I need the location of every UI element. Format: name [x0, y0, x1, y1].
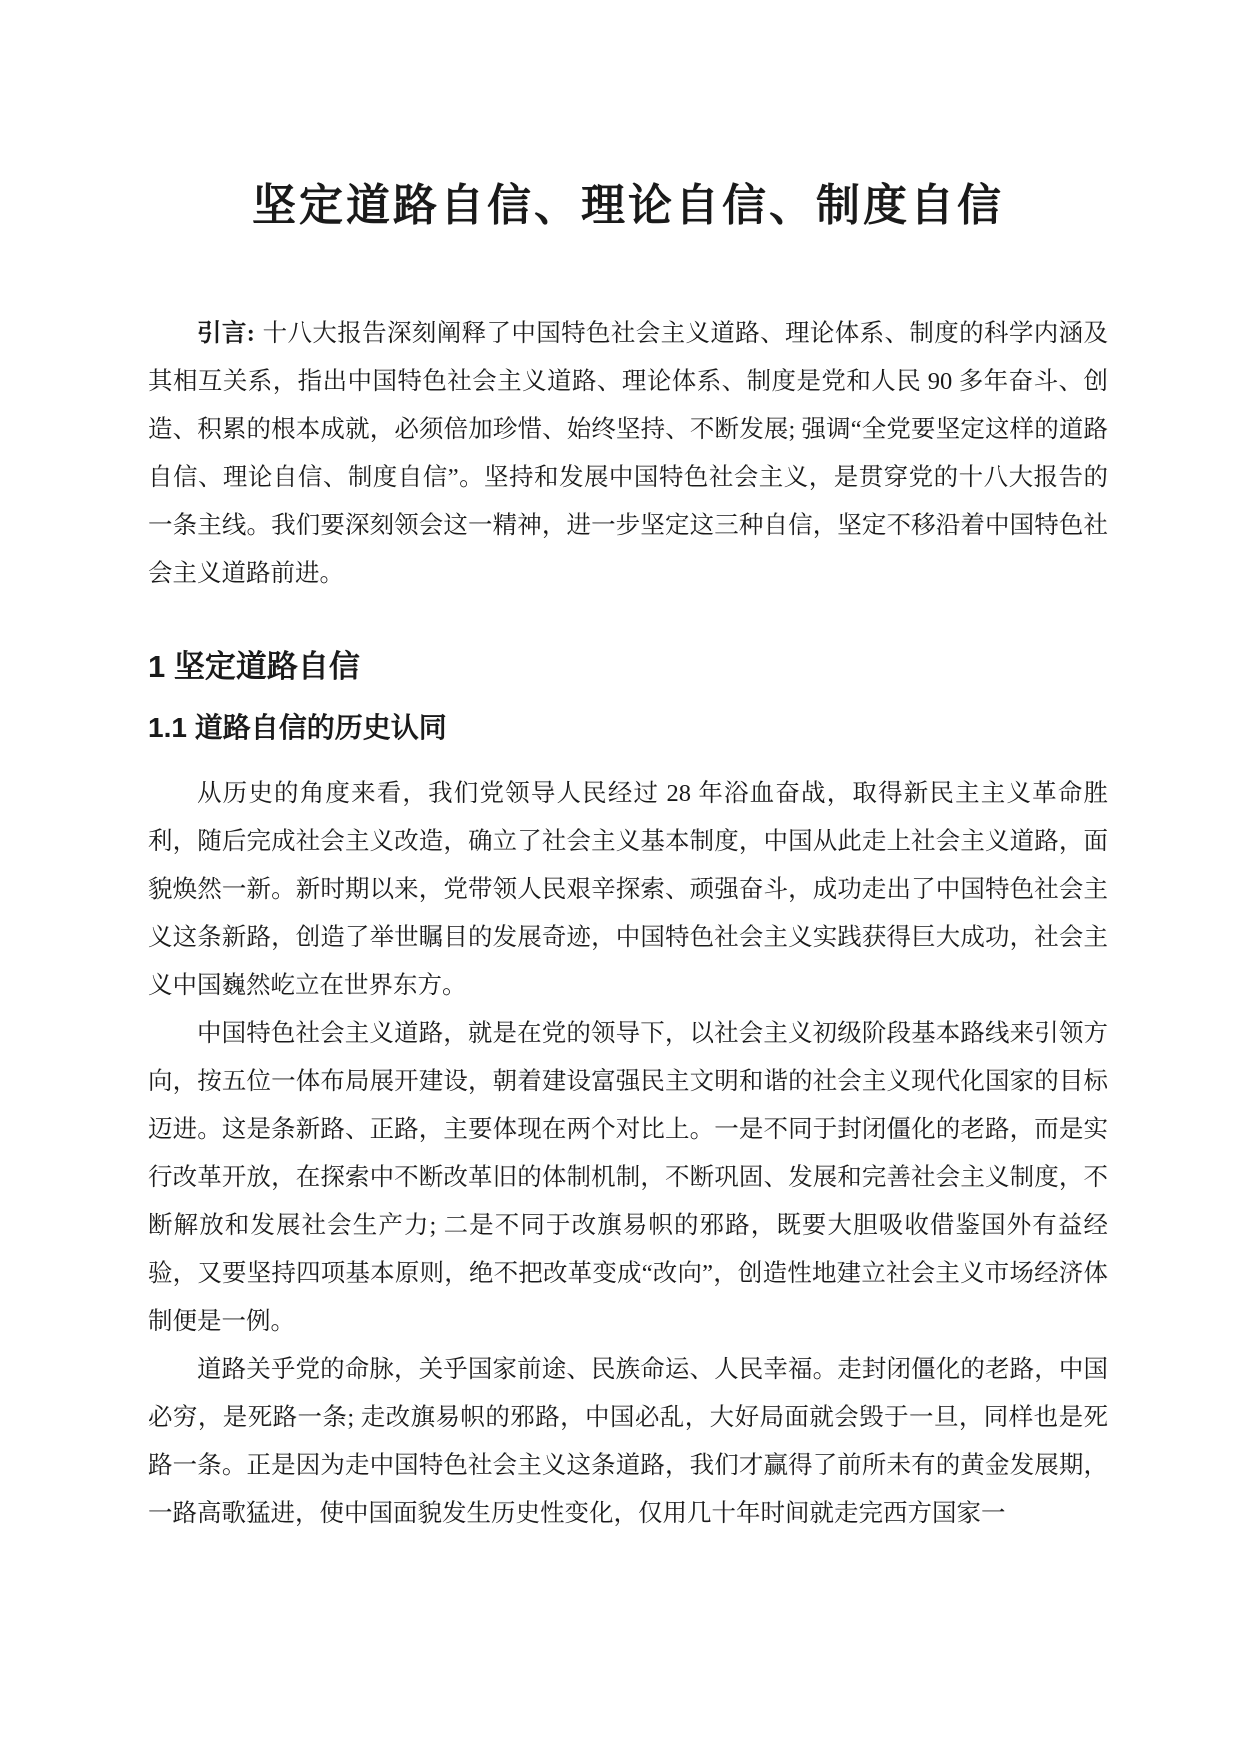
section-heading-1: 1 坚定道路自信: [148, 649, 360, 684]
body-paragraph-2: 中国特色社会主义道路，就是在党的领导下，以社会主义初级阶段基本路线来引领方向，按五位一体布局展开建设，朝着建设富强民主文明和谐的社会主义现代化国家的目标迈进。这是条新路、正路，主要体现在两个对比上。一是不同于封闭僵化的老路，而是实行改革开放，在探索中不断改革旧的体制机制，不断巩固、发展和完善社会主义制度，不断解放和发展社会生产力; 二是不同于改旗易帜的邪路，既要大胆吸收借鉴国外有益经验，又要坚持四项基本原则，绝不把改革变成“改向”，创造性地建立社会主义市场经济体制便是一例。: [148, 1020, 1108, 1335]
intro-text: 十八大报告深刻阐释了中国特色社会主义道路、理论体系、制度的科学内涵及其相互关系，指出中国特色社会主义道路、理论体系、制度是党和人民 90 多年奋斗、创造、积累的根本成就，必须倍加珍惜、始终坚持、不断发展; 强调“全党要坚定这样的道路自信、理论自信、制度自信”。坚持和发展中国特色社会主义，是贯穿党的十八大报告的一条主线。我们要深刻领会这一精神，进一步坚定这三种自信，坚定不移沿着中国特色社会主义道路前进。: [148, 320, 1108, 587]
body-paragraph-3: 道路关乎党的命脉，关乎国家前途、民族命运、人民幸福。走封闭僵化的老路，中国必穷，是死路一条; 走改旗易帜的邪路，中国必乱，大好局面就会毁于一旦，同样也是死路一条。正是因为走中国特色社会主义这条道路，我们才赢得了前所未有的黄金发展期，一路高歌猛进，使中国面貌发生历史性变化，仅用几十年时间就走完西方国家一: [148, 1356, 1108, 1527]
body-paragraph-1: 从历史的角度来看，我们党领导人民经过 28 年浴血奋战，取得新民主主义革命胜利，随后完成社会主义改造，确立了社会主义基本制度，中国从此走上社会主义道路，面貌焕然一新。新时期以来，党带领人民艰辛探索、顽强奋斗，成功走出了中国特色社会主义这条新路，创造了举世瞩目的发展奇迹，中国特色社会主义实践获得巨大成功，社会主义中国巍然屹立在世界东方。: [148, 780, 1108, 999]
subsection-heading-1-1: 1.1 道路自信的历史认同: [148, 712, 447, 743]
intro-label: 引言:: [197, 320, 255, 347]
intro-paragraph: [148, 310, 1108, 598]
document-title: 坚定道路自信、理论自信、制度自信: [252, 181, 1004, 230]
